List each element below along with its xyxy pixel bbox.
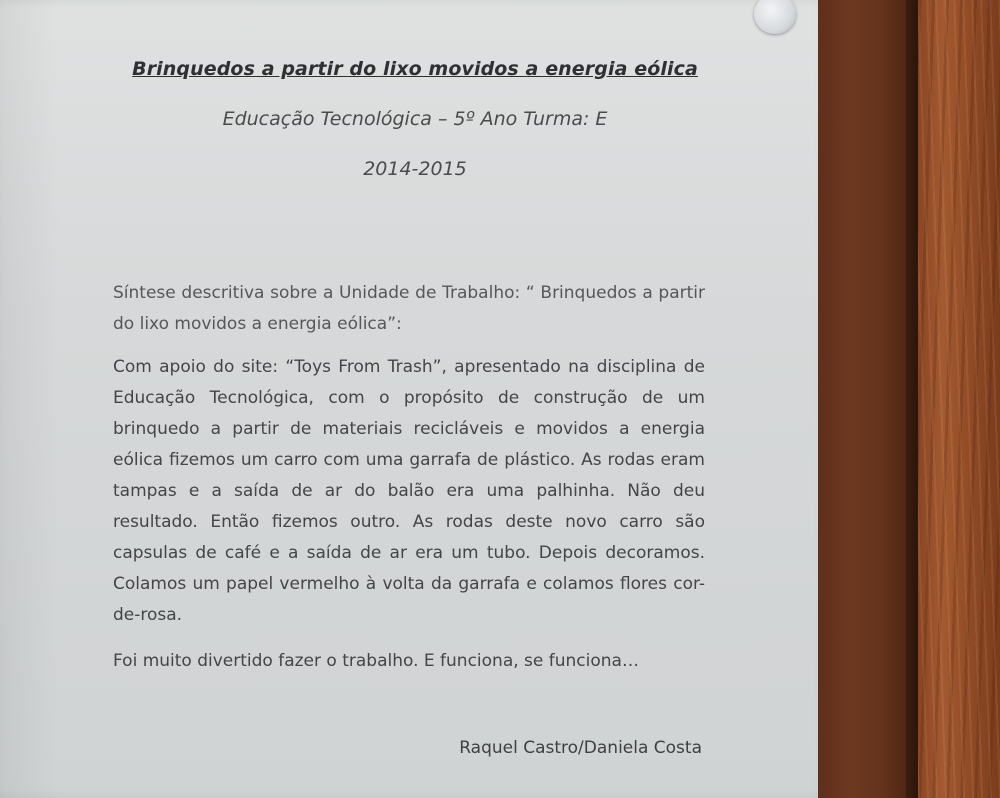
intro-paragraph: Síntese descritiva sobre a Unidade de Trabalho: “ Brinquedos a partir do lixo movidos a energia eólica”: bbox=[113, 283, 705, 334]
document-title: Brinquedos a partir do lixo movidos a energia eólica bbox=[132, 58, 698, 80]
body-paragraph: Com apoio do site: “Toys From Trash”, apresentado na disciplina de Educação Tecnológica, com o propósito de construção de um brinquedo a partir de materiais recicláveis e movidos a energia eólica fizemos um carro com uma garrafa de plástico. As rodas eram tampas e a saída de ar do balão era uma palhinha. Não deu resultado. Então fizemos outro. As rodas deste novo carro são capsulas de café e a saída de ar era um tubo. Depois decoramos. Colamos um papel vermelho à volta da garrafa e colamos flores cor-de-rosa. bbox=[113, 357, 705, 625]
wooden-frame-outer bbox=[918, 0, 1000, 798]
closing-paragraph: Foi muito divertido fazer o trabalho. E funciona, se funciona… bbox=[113, 651, 639, 671]
paper-shadow bbox=[0, 0, 60, 798]
document-year: 2014-2015 bbox=[363, 158, 467, 180]
wooden-frame-edge bbox=[906, 0, 918, 798]
document-subtitle: Educação Tecnológica – 5º Ano Turma: E bbox=[222, 108, 608, 130]
author-signature: Raquel Castro/Daniela Costa bbox=[459, 738, 702, 758]
wooden-frame-inner bbox=[818, 0, 910, 798]
